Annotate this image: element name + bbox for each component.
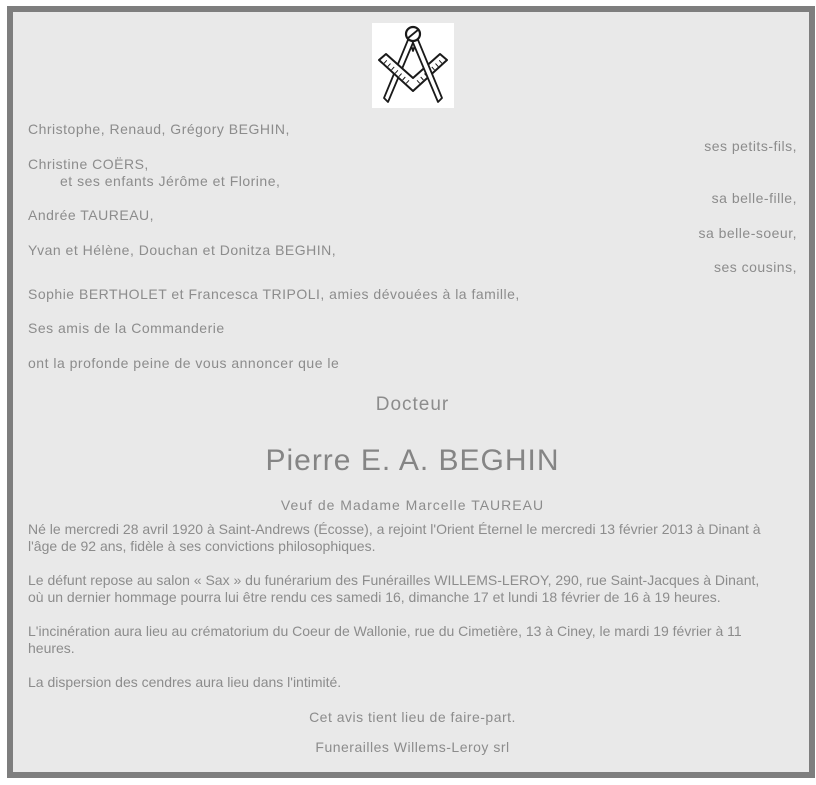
- closing-funeral-home: Funerailles Willems-Leroy srl: [315, 739, 510, 755]
- paragraph-ashes: La dispersion des cendres aura lieu dans l'intimité.: [28, 674, 342, 690]
- relatives-cousins: Yvan et Hélène, Douchan et Donitza BEGHIN,: [28, 242, 337, 258]
- relatives-daughter-in-law: Christine COËRS,: [28, 156, 149, 172]
- closing-notice-line: Cet avis tient lieu de faire-part.: [309, 709, 516, 725]
- relatives-sister-in-law: Andrée TAUREAU,: [28, 207, 155, 223]
- relatives-grandsons: Christophe, Renaud, Grégory BEGHIN,: [28, 121, 290, 137]
- relation-grandsons: ses petits-fils,: [704, 138, 797, 154]
- relation-daughter-in-law: sa belle-fille,: [711, 190, 797, 206]
- paragraph-cremation-line1: L'incinération aura lieu au crématorium du Coeur de Wallonie, rue du Cimetière, 13 à Ciney, le mardi 19 février à 11: [28, 623, 742, 639]
- masonic-square-and-compasses-icon: [372, 23, 454, 108]
- deceased-widower-of: Veuf de Madame Marcelle TAUREAU: [280, 497, 545, 513]
- paragraph-repose-line2: où un dernier hommage pourra lui être rendu ces samedi 16, dimanche 17 et lundi 18 février de 16 à 19 heures.: [28, 589, 721, 605]
- paragraph-birth-death-line1: Né le mercredi 28 avril 1920 à Saint-Andrews (Écosse), a rejoint l'Orient Éternel le mercredi 13 février 2013 à Dinant à: [28, 521, 761, 537]
- relatives-daughter-in-law-children: et ses enfants Jérôme et Florine,: [60, 173, 281, 189]
- paragraph-birth-death-line2: l'âge de 92 ans, fidèle à ses convictions philosophiques.: [28, 538, 376, 554]
- deceased-title: Docteur: [375, 394, 450, 415]
- deceased-name: Pierre E. A. BEGHIN: [265, 444, 560, 477]
- paragraph-repose-line1: Le défunt repose au salon « Sax » du funérarium des Funérailles WILLEMS-LEROY, 290, rue Saint-Jacques à Dinant,: [28, 572, 760, 588]
- paragraph-birth-death: [28, 521, 797, 555]
- paragraph-cremation-line2: heures.: [28, 640, 75, 656]
- paragraph-cremation: [28, 623, 797, 657]
- relation-sister-in-law: sa belle-soeur,: [698, 225, 797, 241]
- relation-cousins: ses cousins,: [713, 259, 797, 275]
- paragraph-repose: [28, 572, 797, 606]
- relatives-commanderie-friends: Ses amis de la Commanderie: [28, 320, 225, 336]
- relatives-devoted-friends: Sophie BERTHOLET et Francesca TRIPOLI, amies dévouées à la famille,: [28, 286, 520, 302]
- announcement-line: ont la profonde peine de vous annoncer que le: [28, 355, 340, 371]
- death-notice-page: [7, 6, 815, 778]
